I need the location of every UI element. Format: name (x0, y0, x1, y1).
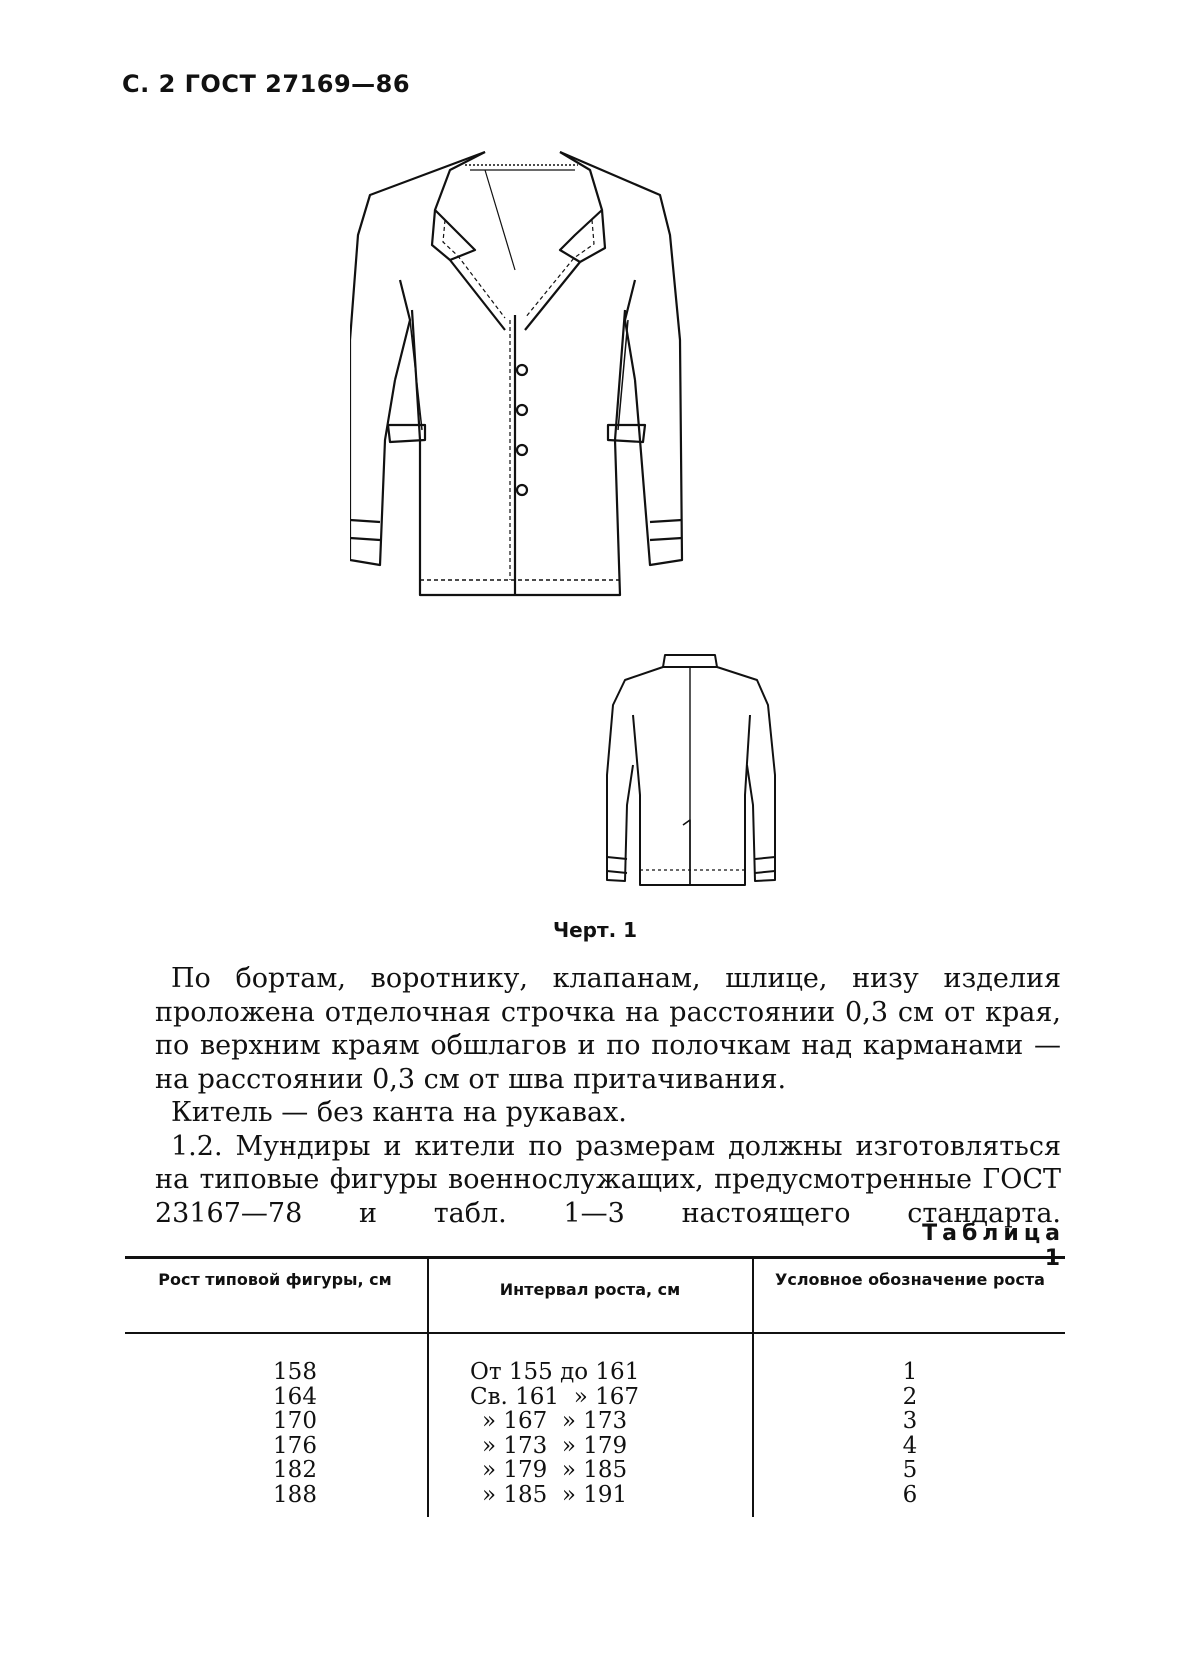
table-header-rule (125, 1332, 1065, 1334)
table-header-code: Условное обозначение роста (775, 1270, 1045, 1289)
table-header-height: Рост типовой фигуры, см (158, 1270, 392, 1289)
cell-height: 158 (273, 1359, 317, 1385)
table-header-interval: Интервал роста, см (499, 1280, 681, 1299)
paragraph-2: Китель — без канта на рукавах. (171, 1097, 627, 1128)
cell-height: 188 (273, 1481, 317, 1508)
cell-code: 3 (902, 1408, 918, 1434)
cell-height: 182 (273, 1457, 317, 1483)
column-height (260, 1360, 330, 1507)
table-top-rule (125, 1256, 1065, 1259)
cell-code: 5 (902, 1457, 918, 1483)
table-caption: Таблица (922, 1221, 1065, 1246)
body-text (155, 962, 1061, 1230)
figure-caption: Черт. 1 (552, 918, 638, 942)
table-divider (752, 1259, 754, 1517)
cell-code: 4 (902, 1432, 918, 1459)
cell-interval: » 173 » 179 (482, 1432, 628, 1459)
cell-code: 6 (902, 1481, 918, 1508)
column-code (890, 1360, 930, 1507)
cell-interval: » 185 » 191 (482, 1481, 628, 1508)
cell-interval: Св. 161 » 167 (470, 1383, 639, 1410)
jacket-front-drawing (350, 140, 690, 600)
cell-code: 2 (902, 1383, 918, 1410)
paragraph-3: 1.2. Мундиры и кители по размерам должны изготовляться на типовые фигуры военнослужащих, предусмотренные ГОСТ 23167—78 и табл. 1—3 настоящего стандарта. (155, 1130, 1061, 1229)
cell-interval: От 155 до 161 (470, 1359, 640, 1385)
cell-height: 176 (273, 1432, 317, 1459)
cell-interval: » 167 » 173 (482, 1408, 628, 1434)
column-interval (470, 1360, 720, 1507)
table-divider (427, 1259, 429, 1517)
page-header: С. 2 ГОСТ 27169—86 (122, 70, 411, 98)
cell-height: 170 (273, 1408, 317, 1434)
cell-code: 1 (902, 1359, 918, 1385)
cell-height: 164 (273, 1383, 317, 1410)
jacket-back-drawing (605, 645, 785, 890)
paragraph-1: По бортам, воротнику, клапанам, шлице, низу изделия проложена отделочная строчка на расстоянии 0,3 см от края, по верхним краям обшлагов и по полочкам над карманами — на расстоянии 0,3 см от шва притачивания. (155, 963, 1061, 1095)
cell-interval: » 179 » 185 (482, 1457, 628, 1483)
